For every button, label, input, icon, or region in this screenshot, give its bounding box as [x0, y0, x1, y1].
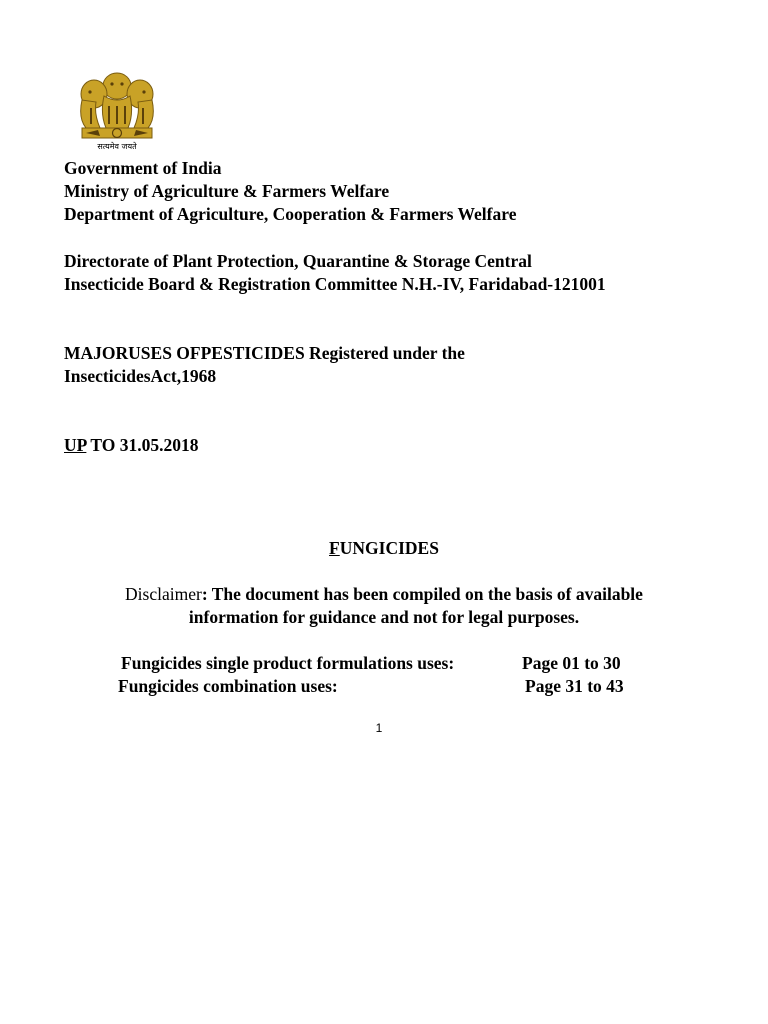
section-heading: [0, 537, 768, 559]
index-label: Fungicides single product formulations uses:: [121, 653, 455, 673]
index-pages: Page 31 to 43: [525, 676, 624, 696]
disclaimer-label: Disclaimer: [125, 584, 202, 604]
document-title-line-2: InsecticidesAct,1968: [64, 366, 217, 386]
directorate-line-1: Directorate of Plant Protection, Quarantine & Storage Central: [64, 251, 532, 271]
date-prefix: UP: [64, 435, 87, 455]
page-number: 1: [375, 721, 383, 735]
section-first-letter: F: [329, 538, 340, 558]
header-government: Government of India: [64, 158, 222, 178]
date-value: TO 31.05.2018: [86, 435, 199, 455]
section-rest: UNGICIDES: [339, 538, 439, 558]
header-department: Department of Agriculture, Cooperation & Farmers Welfare: [64, 204, 517, 224]
document-title-line-1: MAJORUSES OFPESTICIDES Registered under the: [64, 343, 465, 363]
disclaimer-line-2: information for guidance and not for legal purposes.: [188, 607, 580, 627]
valid-up-to-date: [64, 434, 199, 456]
disclaimer-text-1: : The document has been compiled on the basis of available: [201, 584, 643, 604]
national-emblem-icon: [64, 70, 170, 152]
index-row: [118, 675, 338, 697]
index-pages: Page 01 to 30: [522, 653, 621, 673]
header-ministry: Ministry of Agriculture & Farmers Welfare: [64, 181, 390, 201]
emblem-motto: सत्यमेव जयते: [97, 142, 137, 151]
directorate-line-2: Insecticide Board & Registration Committee N.H.-IV, Faridabad-121001: [64, 274, 606, 294]
index-label: Fungicides combination uses:: [118, 676, 338, 696]
index-row: [121, 652, 454, 674]
disclaimer-line-1: [0, 583, 768, 605]
